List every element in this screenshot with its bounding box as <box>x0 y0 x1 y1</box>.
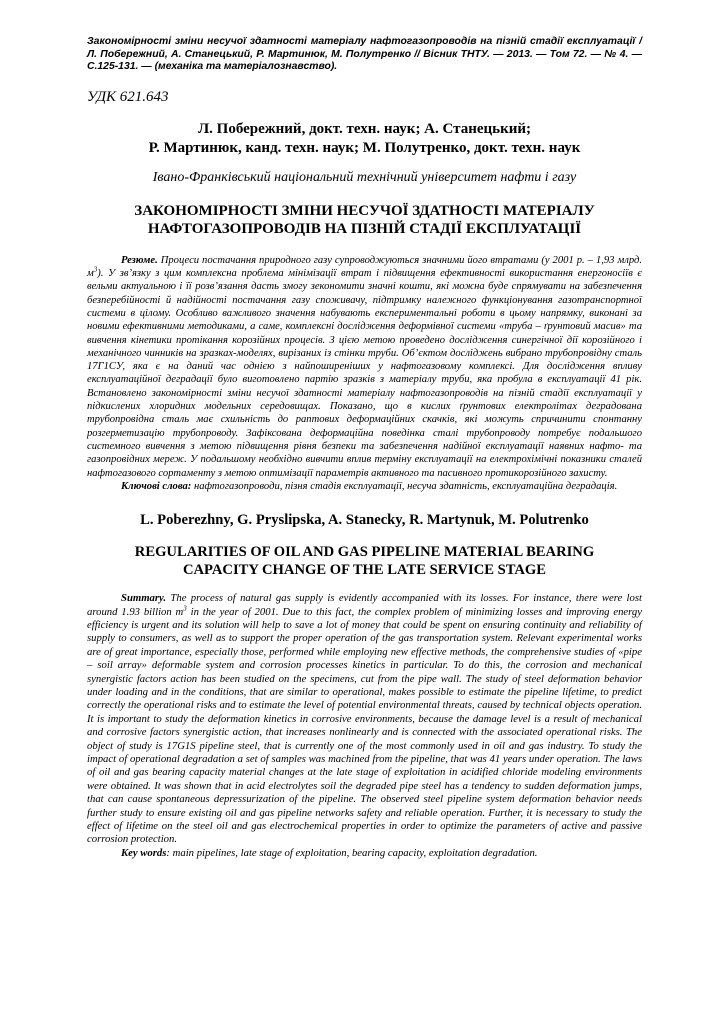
superscript-3: 3 <box>93 265 98 274</box>
keywords-english-text: : main pipelines, late stage of exploitation, bearing capacity, exploitation degradation. <box>166 846 538 859</box>
udk-code: УДК 621.643 <box>87 88 169 105</box>
abstract-english-text-2: in the year of 2001. Due to this fact, the complex problem of minimizing losses and improving energy efficiency is urgent and its solution will help to save a lot of money that could be spent on ensuring continuity and reliability of supply to consumers, as well as to support the proper operation of the gas transportation system. Relevant experimental works are of great importance, especially those, performed while employing new effective methods, the comprehensive studies of «pipe – soil array» deformable system and corrosion processes kinetics in particular. To do this, the corrosion and mechanical synergistic factors action has been studied on the specimens, cut from the pipe wall. The study of steel deformation behavior under loading and in the conditions, that are similar to operational, makes possible to estimate the pipeline lifetime, to predict correctly the operational risks and to estimate the level of potential environmental threats, caused by technical objects operation. It is important to study the deformation kinetics in corrosive environments, because the damage level is a result of mechanical and corrosive factors synergistic action, that increases nonlinearly and is connected with the associated operational risks. The object of study is 17G1S pipeline steel, that is currently one of the most commonly used in oil and gas industry. To study the impact of operational degradation a set of samples was machined from the pipeline, that was 41 years under operation. The laws of oil and gas bearing capacity material changes at the late stage of exploitation in acidified chloride modeling environments were obtained. It was shown that in acid electrolytes soil the degraded pipe steel has a tendency to sudden deformation jumps, that can cause spontaneous depressurization of the pipeline. The observed steel pipeline system deformation behavior needs further study to ensure existing oil and gas pipeline networks safety and reliable operation. Further, it is necessary to study the effect of lifetime on the steel oil and gas electrochemical properties in order to optimize the parameters of active and passive corrosion protection. <box>87 605 643 846</box>
abstract-ukrainian-body <box>87 254 642 480</box>
citation: Закономірності зміни несучої здатності матеріалу нафтогазопроводів на пізній стадії експлуатації / Л. Побережний, А. Станецький, Р. Мартинюк, М. Полутренко // Вісник ТНТУ. — 2013. — Том 72. — № 4. — С.125-131. — (механіка та матеріалознавство). <box>87 36 642 73</box>
keywords-english <box>87 847 642 860</box>
keywords-ukrainian <box>87 480 642 493</box>
abstract-ukrainian-text-2: ). У зв’язку з цим комплексна проблема мінімізації втрат і підвищення ефективності використання енергоносіїв є вельми актуальною і її розв’язання дасть змогу зекономити значні кошти, які можна буде спрямувати на забезпечення безперебійності й надійності постачання газу споживачу, підтримку належного функціонування газотранспортної системи в цілому. Особливо важливого значення набувають експериментальні роботи в цьому напрямку, виконані за новими ефективними методиками, а саме, комплексні дослідження деформівної системи «труба – ґрунтовий масив» та вивчення кінетики протікання корозійних процесів. З цією метою проведено дослідження синергічної дії корозійного і механічного чинників на зразках-моделях, вирізаних із стінки труби. Об’єктом досліджень вибрано трубопровідну сталь 17Г1СУ, яка є на даний час однією з найпоширеніших у нафтогазовому комплексі. Для дослідження впливу експлуатаційної деградації було виготовлено партію зразків з матеріалу труби, яка пробула в експлуатації 41 рік. Встановлено закономірності зміни несучої здатності матеріалу нафтогазопроводів на пізній стадії експлуатації у підкислених хлоридних модельних середовищах. Показано, що в кислих ґрунтових електролітах деградована трубопровідна сталь має схильність до раптових деформаційних скачків, які можуть спричинити спонтанну розгерметизацію трубопроводу. Зафіксована деформаційна поведінка сталі трубопроводу потребує подальшого системного вивчення з метою підвищення рівня безпеки та забезпечення надійної експлуатації наявних нафто- та газопровідних мереж. У подальшому необхідно вивчити вплив терміну експлуатації на електрохімічні показники сталей нафтогазового сортаменту з метою оптимізації параметрів активного та пасивного протикорозійного захисту. <box>87 268 642 479</box>
abstract-ukrainian <box>87 254 642 493</box>
abstract-english-body <box>87 592 642 847</box>
title-ukrainian-line-1: ЗАКОНОМІРНОСТІ ЗМІНИ НЕСУЧОЇ ЗДАТНОСТІ МАТЕРІАЛУ <box>134 202 595 219</box>
superscript-3-en: 3 <box>183 603 187 612</box>
authors-ukrainian-line-1: Л. Побережний, докт. техн. наук; А. Станецький; <box>197 120 532 137</box>
abstract-english-text-1: The process of natural gas supply is evidently accompanied with its losses. For instance, there were lost around 1.93 billion m <box>87 592 642 618</box>
abstract-ukrainian-lead: Резюме. <box>121 254 158 266</box>
title-english-line-2: CAPACITY CHANGE OF THE LATE SERVICE STAGE <box>182 562 547 579</box>
title-english-line-1: REGULARITIES OF OIL AND GAS PIPELINE MATERIAL BEARING <box>134 544 595 561</box>
keywords-ukrainian-text: нафтогазопроводи, пізня стадія експлуатації, несуча здатність, експлуатаційна деградація. <box>191 480 618 492</box>
title-ukrainian-line-2: НАФТОГАЗОПРОВОДІВ НА ПІЗНІЙ СТАДІЇ ЕКСПЛУАТАЦІЇ <box>147 220 582 237</box>
abstract-english <box>87 592 642 860</box>
authors-english: L. Poberezhny, G. Pryslipska, A. Stanecky, R. Martynuk, M. Polutrenko <box>140 512 589 529</box>
title-english <box>87 543 642 579</box>
abstract-english-lead: Summary. <box>121 592 167 605</box>
affiliation: Івано-Франківський національний технічний університет нафти і газу <box>152 169 577 185</box>
title-ukrainian <box>87 202 642 238</box>
authors-ukrainian <box>87 120 642 158</box>
keywords-ukrainian-lead: Ключові слова: <box>121 480 192 492</box>
abstract-ukrainian-text-1: Процеси постачання природного газу супроводжуються значними його втратами (у 2001 р. – 1,93 млрд. м <box>87 254 642 280</box>
paper-page <box>87 36 642 860</box>
authors-ukrainian-line-2: Р. Мартинюк, канд. техн. наук; М. Полутренко, докт. техн. наук <box>148 139 581 156</box>
keywords-english-lead: Key words <box>121 846 167 859</box>
